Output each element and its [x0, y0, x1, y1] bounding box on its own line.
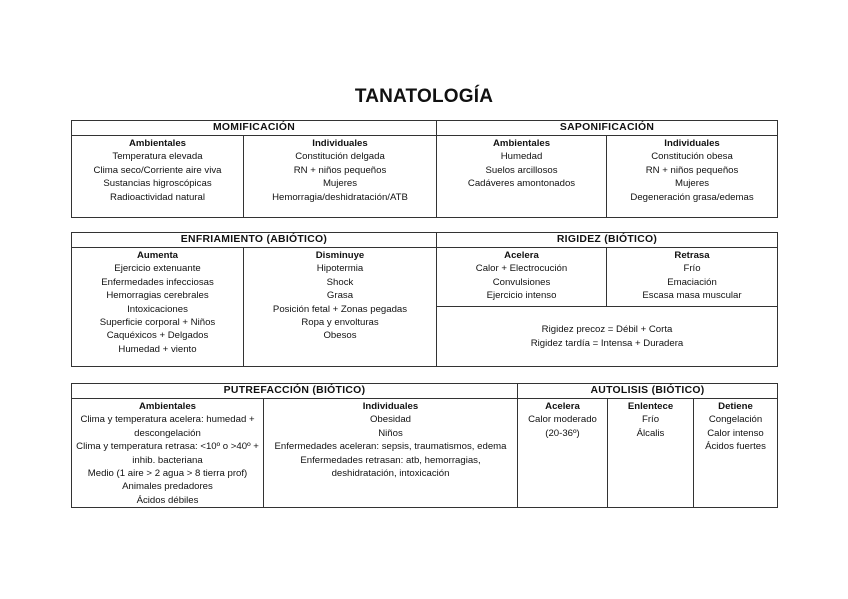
momificacion-individuales — [244, 136, 437, 218]
header-saponificacion: SAPONIFICACIÓN — [437, 121, 778, 136]
list-item: Clima seco/Corriente aire viva — [93, 164, 222, 176]
momificacion-ambientales — [72, 136, 244, 218]
list-item: Ejercicio extenuante — [114, 263, 201, 275]
list-item: Niños — [378, 427, 403, 439]
list-item: Animales predadores — [122, 481, 213, 493]
enfriamiento-aumenta — [72, 248, 244, 367]
list-item: Calor moderado — [528, 414, 597, 426]
putrefaccion-individuales — [264, 399, 518, 508]
list-item: Intoxicaciones — [127, 303, 188, 315]
col-label: Individuales — [664, 138, 720, 149]
list-item: Emaciación — [667, 276, 717, 288]
autolisis-detiene — [694, 399, 778, 508]
col-label: Ambientales — [138, 401, 197, 412]
list-item: Cadáveres amontonados — [467, 178, 576, 190]
header-momificacion: MOMIFICACIÓN — [72, 121, 437, 136]
list-item: Enfermedades aceleran: sepsis, traumatismos, edema — [274, 441, 507, 453]
list-item: Clima y temperatura acelera: humedad + descongelación — [80, 414, 255, 439]
list-item: Clima y temperatura retrasa: <10º o >40º + inhib. bacteriana — [76, 441, 259, 466]
col-label: Aumenta — [136, 250, 179, 261]
saponificacion-ambientales — [437, 136, 607, 218]
list-item: (20-36º) — [545, 427, 580, 439]
list-item: Ejercicio intenso — [486, 290, 557, 302]
list-item: Enfermedades retrasan: atb, hemorragias, deshidratación, intoxicación — [300, 454, 481, 480]
note-line: Rigidez precoz = Débil + Corta — [541, 324, 673, 336]
col-label: Disminuye — [315, 250, 365, 261]
list-item: Ácidos fuertes — [705, 441, 766, 453]
list-item: Sustancias higroscópicas — [103, 178, 212, 190]
list-item: Frío — [641, 414, 660, 426]
list-item: Hemorragia/deshidratación/ATB — [272, 191, 408, 203]
col-label: Retrasa — [674, 250, 710, 261]
list-item: RN + niños pequeños — [645, 164, 739, 176]
list-item: Escasa masa muscular — [642, 290, 742, 302]
list-item: Radioactividad natural — [110, 191, 205, 203]
list-item: Caquéxicos + Delgados — [106, 330, 209, 342]
table-putrefaccion-autolisis — [71, 383, 778, 508]
list-item: Obesos — [323, 330, 357, 342]
list-item: Álcalis — [636, 427, 665, 439]
col-label: Ambientales — [128, 138, 187, 149]
list-item: Enfermedades infecciosas — [101, 276, 214, 288]
list-item: Posición fetal + Zonas pegadas — [272, 303, 408, 315]
list-item: Suelos arcillosos — [485, 164, 558, 176]
list-item: Constitución delgada — [295, 151, 385, 163]
list-item: Obesidad — [369, 414, 412, 426]
col-label: Ambientales — [492, 138, 551, 149]
putrefaccion-ambientales — [72, 399, 264, 508]
list-item: Medio (1 aire > 2 agua > 8 tierra prof) — [87, 468, 248, 480]
list-item: Hemorragias cerebrales — [106, 290, 209, 302]
rigidez-notes — [437, 307, 778, 367]
list-item: Constitución obesa — [651, 151, 733, 163]
header-enfriamiento: ENFRIAMIENTO (ABIÓTICO) — [72, 233, 437, 248]
list-item: Ácidos débiles — [136, 494, 199, 506]
header-rigidez: RIGIDEZ (BIÓTICO) — [437, 233, 778, 248]
col-label: Acelera — [504, 250, 539, 261]
col-label: Individuales — [312, 138, 368, 149]
note-line: Rigidez tardía = Intensa + Duradera — [530, 337, 684, 349]
list-item: Humedad + viento — [118, 343, 197, 355]
list-item: Humedad — [500, 151, 543, 163]
enfriamiento-disminuye — [244, 248, 437, 367]
list-item: Ropa y envolturas — [301, 317, 379, 329]
list-item: Superficie corporal + Niños — [99, 317, 216, 329]
list-item: Mujeres — [322, 178, 358, 190]
list-item: Mujeres — [674, 178, 710, 190]
list-item: Congelación — [708, 414, 763, 426]
col-label: Detiene — [718, 401, 753, 412]
page-title: TANATOLOGÍA — [354, 86, 494, 107]
autolisis-enlentece — [608, 399, 694, 508]
col-label: Acelera — [545, 401, 580, 412]
list-item: Hipotermia — [316, 263, 364, 275]
saponificacion-individuales — [607, 136, 778, 218]
header-autolisis: AUTOLISIS (BIÓTICO) — [518, 384, 778, 399]
col-label: Enlentece — [627, 401, 674, 412]
list-item: Frío — [683, 263, 701, 275]
rigidez-acelera — [437, 248, 607, 307]
list-item: Temperatura elevada — [112, 151, 203, 163]
list-item: Calor intenso — [707, 427, 764, 439]
table-enfriamiento-rigidez — [71, 232, 778, 367]
table-momificacion-saponificacion — [71, 120, 778, 218]
list-item: Degeneración grasa/edemas — [630, 191, 754, 203]
header-putrefaccion: PUTREFACCIÓN (BIÓTICO) — [72, 384, 518, 399]
col-label: Individuales — [362, 401, 419, 412]
rigidez-retrasa — [607, 248, 778, 307]
autolisis-acelera — [518, 399, 608, 508]
list-item: Calor + Electrocución — [475, 263, 568, 275]
list-item: Shock — [326, 276, 354, 288]
list-item: Grasa — [326, 290, 354, 302]
list-item: Convulsiones — [492, 276, 551, 288]
list-item: RN + niños pequeños — [293, 164, 387, 176]
